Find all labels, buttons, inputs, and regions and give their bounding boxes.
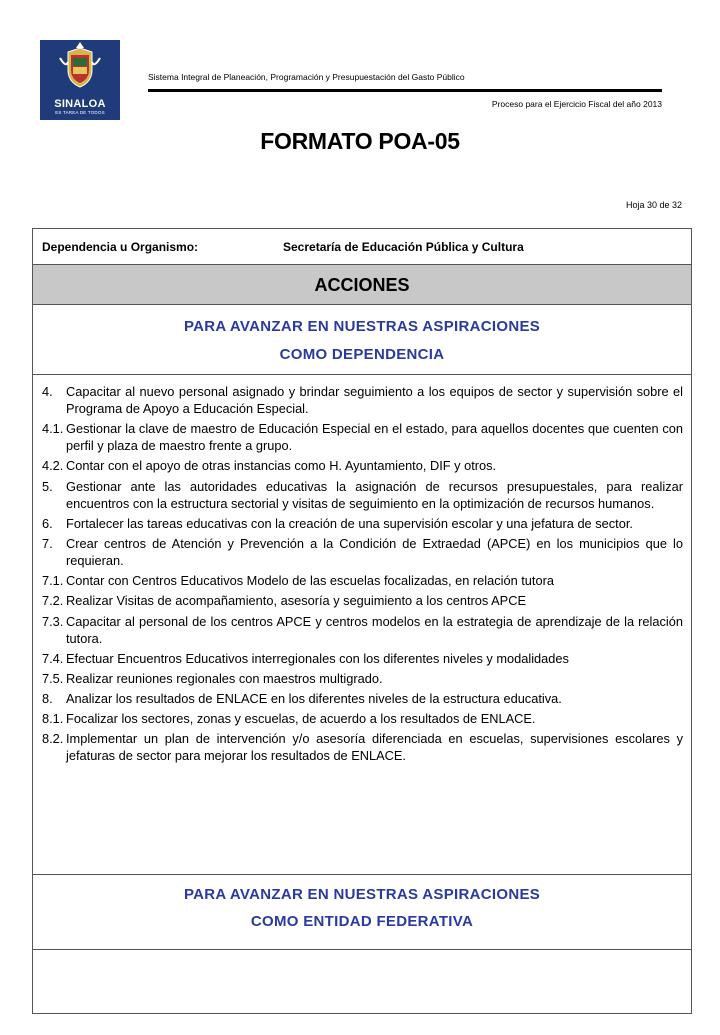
list-item (42, 515, 683, 532)
subheading-dependencia (33, 305, 691, 375)
item-text: Efectuar Encuentros Educativos interregionales con los diferentes niveles y modalidades (66, 650, 569, 666)
item-number: 7.4. (42, 650, 64, 666)
subheading-line-1: PARA AVANZAR EN NUESTRAS ASPIRACIONES (183, 318, 541, 335)
item-text: Implementar un plan de intervención y/o asesoría diferenciada en escuelas, supervisiones escolares y jefaturas de sector para mejorar los resultados de ENLACE. (66, 731, 683, 764)
coat-of-arms-icon (40, 40, 120, 96)
item-text: Contar con el apoyo de otras instancias como H. Ayuntamiento, DIF y otros. (66, 458, 497, 474)
list-item (42, 457, 683, 474)
item-number: 6. (42, 515, 53, 531)
item-number: 8.2. (42, 731, 64, 747)
item-text: Realizar Visitas de acompañamiento, asesoría y seguimiento a los centros APCE (66, 593, 526, 609)
item-number: 7.3. (42, 613, 64, 629)
sinaloa-logo (40, 40, 120, 120)
fiscal-process: Proceso para el Ejercicio Fiscal del año 2013 (491, 99, 662, 109)
list-item (42, 383, 683, 417)
subheading-entidad (33, 875, 691, 950)
system-title: Sistema Integral de Planeación, Programación y Presupuestación del Gasto Público (148, 72, 465, 82)
actions-list (33, 375, 691, 764)
header-divider (148, 89, 662, 92)
item-text: Analizar los resultados de ENLACE en los diferentes niveles de la estructura educativa. (66, 691, 562, 707)
list-item (42, 670, 683, 687)
item-number: 7. (42, 535, 53, 551)
list-item (42, 690, 683, 707)
list-item (42, 730, 683, 764)
acciones-heading: ACCIONES (33, 265, 691, 305)
item-text: Crear centros de Atención y Prevención a la Condición de Extraedad (APCE) en los municipios que lo requieran. (66, 535, 683, 568)
item-number: 7.1. (42, 573, 64, 589)
item-number: 8. (42, 691, 53, 707)
empty-cell (33, 950, 691, 1013)
dependency-value: Secretaría de Educación Pública y Cultura (283, 240, 524, 254)
list-item (42, 572, 683, 589)
list-item (42, 535, 683, 569)
actions-table (32, 228, 692, 1014)
item-text: Contar con Centros Educativos Modelo de las escuelas focalizadas, en relación tutora (66, 573, 554, 589)
list-item (42, 478, 683, 512)
subheading-line-2: COMO ENTIDAD FEDERATIVA (250, 913, 474, 930)
item-number: 8.1. (42, 711, 64, 727)
list-item (42, 710, 683, 727)
document-title: FORMATO POA-05 (260, 128, 460, 154)
item-number: 4. (42, 384, 53, 399)
item-text: Realizar reuniones regionales con maestros multigrado. (66, 670, 383, 686)
item-text: Capacitar al nuevo personal asignado y brindar seguimiento a los equipos de sector y supervisión sobre el Programa de Apoyo a Educación Especial. (66, 384, 683, 416)
item-text: Gestionar ante las autoridades educativas la asignación de recursos presupuestales, para realizar encuentros con la estructura sectorial y visitas de seguimiento en la optimización de recursos humanos. (66, 478, 683, 511)
item-text: Fortalecer las tareas educativas con la creación de una supervisión escolar y una jefatura de sector. (66, 515, 633, 531)
logo-tagline: ES TAREA DE TODOS (55, 110, 105, 115)
list-item (42, 592, 683, 609)
item-number: 5. (42, 478, 53, 494)
list-item (42, 613, 683, 647)
actions-list-cell (33, 375, 691, 875)
subheading-line-2: COMO DEPENDENCIA (279, 346, 445, 363)
subheading-line-1: PARA AVANZAR EN NUESTRAS ASPIRACIONES (183, 886, 541, 903)
dependency-label: Dependencia u Organismo: (42, 240, 199, 254)
item-number: 7.5. (42, 670, 64, 686)
item-number: 7.2. (42, 593, 64, 609)
dependency-row (33, 229, 691, 265)
item-number: 4.2. (42, 458, 64, 474)
list-item (42, 420, 683, 454)
item-text: Focalizar los sectores, zonas y escuelas, de acuerdo a los resultados de ENLACE. (66, 711, 536, 727)
logo-name: SINALOA (54, 98, 106, 110)
item-number: 4.1. (42, 421, 64, 437)
item-text: Capacitar al personal de los centros APCE y centros modelos en la estrategia de aprendizaje de la relación tutora. (66, 613, 683, 646)
list-item (42, 650, 683, 667)
sheet-number: Hoja 30 de 32 (625, 200, 682, 210)
item-text: Gestionar la clave de maestro de Educación Especial en el estado, para aquellos docentes que cuenten con perfil y plaza de maestro frente a grupo. (66, 421, 683, 454)
